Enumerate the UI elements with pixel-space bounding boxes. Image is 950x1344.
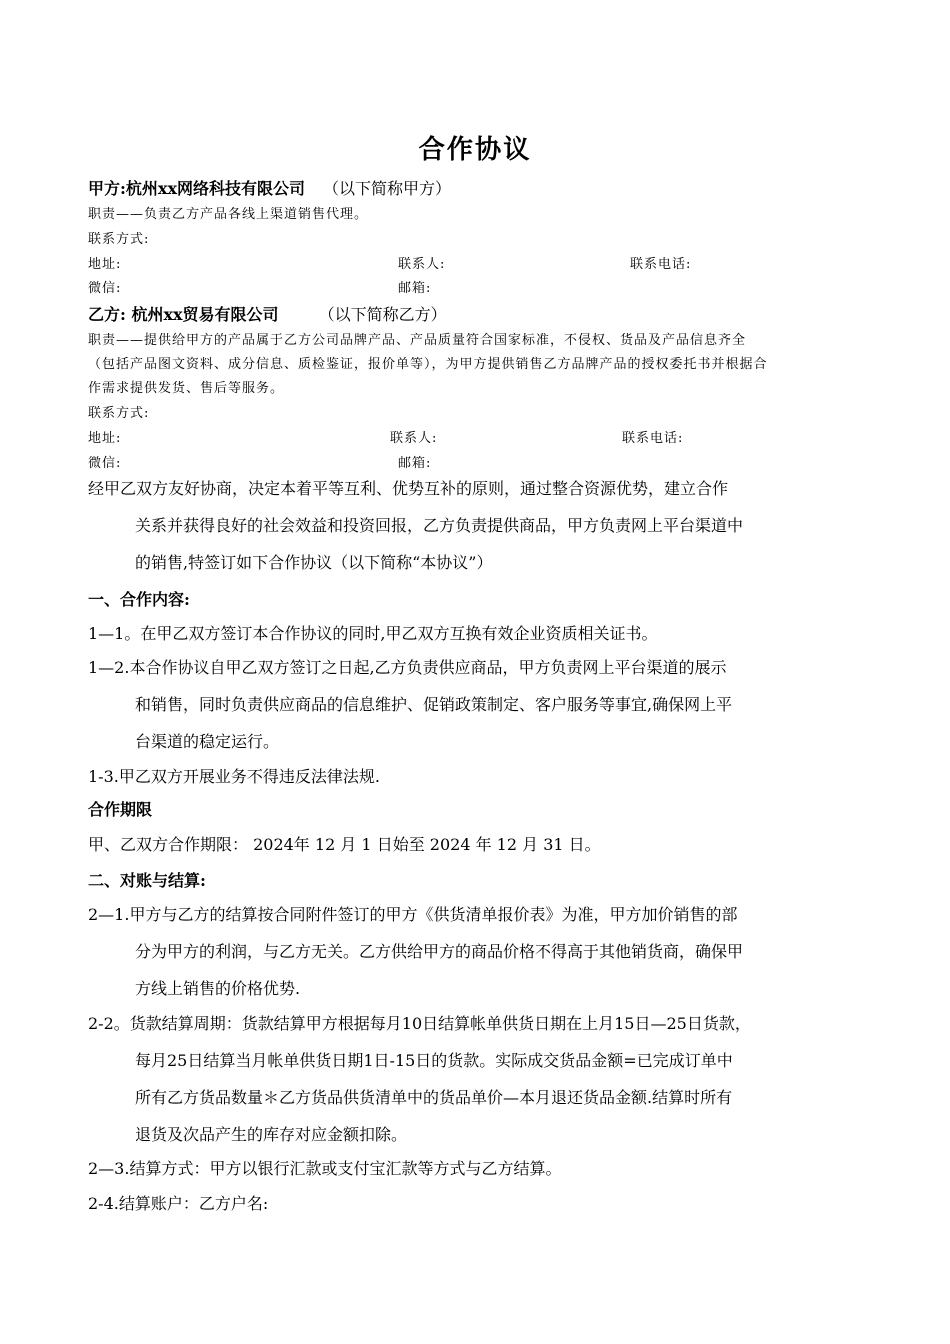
section-1-item-1: 1—1。在甲乙双方签订本合作协议的同时,甲乙双方互换有效企业资质相关证书。 (88, 624, 658, 643)
section-2-item-1-line: 2—1.甲方与乙方的结算按合同附件签订的甲方《供货清单报价表》为准，甲方加价销售的部 (88, 905, 738, 924)
party-b-wechat-label: 微信: (88, 456, 122, 471)
intro-line: 关系并获得良好的社会效益和投资回报，乙方负责提供商品，甲方负责网上平台渠道中 (135, 516, 744, 535)
party-a-note: （以下简称甲方） (323, 179, 452, 198)
section-2-item-1-line: 方线上销售的价格优势. (135, 979, 301, 998)
party-b-header (88, 302, 447, 325)
party-a-duty: 职责——负责乙方产品各线上渠道销售代理。 (88, 207, 369, 222)
party-b-contact-person-label: 联系人: (390, 431, 438, 446)
section-1-item-2-line: 台渠道的稳定运行。 (135, 732, 280, 751)
section-1-item-2-line: 和销售，同时负责供应商品的信息维护、促销政策制定、客户服务等事宜,确保网上平 (135, 695, 733, 714)
party-a-contact-person-label: 联系人: (398, 257, 446, 272)
section-2-item-1-line: 分为甲方的利润，与乙方无关。乙方供给甲方的商品价格不得高于其他销货商，确保甲 (135, 942, 744, 961)
section-1-heading: 一、合作内容: (88, 590, 190, 609)
party-a-wechat-label: 微信: (88, 281, 122, 296)
section-2-item-3: 2—3.结算方式：甲方以银行汇款或支付宝汇款等方式与乙方结算。 (88, 1159, 562, 1178)
section-2-item-4: 2-4.结算账户：乙方户名: (88, 1194, 269, 1213)
party-a-name: 甲方:杭州xx网络科技有限公司 (88, 179, 305, 198)
term-heading: 合作期限 (88, 800, 153, 819)
party-a-email-label: 邮箱: (398, 281, 432, 296)
party-b-duty-line: 作需求提供发货、售后等服务。 (88, 381, 285, 396)
party-b-phone-label: 联系电话: (622, 431, 684, 446)
document-title: 合作协议 (418, 134, 532, 165)
term-text: 甲、乙双方合作期限： 2024年 12 月 1 日始至 2024 年 12 月 31 日。 (88, 835, 601, 854)
party-a-phone-label: 联系电话: (630, 257, 692, 272)
party-b-name: 乙方: 杭州xx贸易有限公司 (88, 305, 279, 324)
section-2-item-2-line: 每月25日结算当月帐单供货日期1日-15日的货款。实际成交货品金额=已完成订单中 (135, 1051, 733, 1070)
section-2-item-2-line: 所有乙方货品数量＊乙方货品供货清单中的货品单价—本月退还货品金额.结算时所有 (135, 1088, 733, 1107)
intro-line: 的销售,特签订如下合作协议（以下简称“本协议”） (135, 553, 493, 572)
party-a-contact-label: 联系方式: (88, 232, 150, 247)
party-b-duty-line: （包括产品图文资料、成分信息、质检鉴证，报价单等），为甲方提供销售乙方品牌产品的授权委托书并根据合 (88, 357, 768, 372)
party-b-contact-label: 联系方式: (88, 406, 150, 421)
section-2-heading: 二、对账与结算: (88, 871, 206, 890)
section-1-item-2-line: 1—2.本合作协议自甲乙双方签订之日起,乙方负责供应商品，甲方负责网上平台渠道的展示 (88, 658, 727, 677)
section-2-item-2-line: 2-2。货款结算周期：货款结算甲方根据每月10日结算帐单供货日期在上月15日—25日货款， (88, 1014, 751, 1033)
party-a-address-label: 地址: (88, 257, 122, 272)
section-1-item-3: 1-3.甲乙双方开展业务不得违反法律法规. (88, 767, 380, 786)
party-b-note: （以下简称乙方） (318, 305, 447, 324)
party-b-duty-line: 职责——提供给甲方的产品属于乙方公司品牌产品、产品质量符合国家标准，不侵权、货品及产品信息齐全 (88, 333, 747, 348)
section-2-item-2-line: 退货及次品产生的库存对应金额扣除。 (135, 1125, 408, 1144)
party-b-email-label: 邮箱: (398, 456, 432, 471)
intro-line: 经甲乙双方友好协商，决定本着平等互利、优势互补的原则，通过整合资源优势，建立合作 (88, 479, 729, 498)
party-a-header (88, 176, 451, 199)
party-b-address-label: 地址: (88, 431, 122, 446)
